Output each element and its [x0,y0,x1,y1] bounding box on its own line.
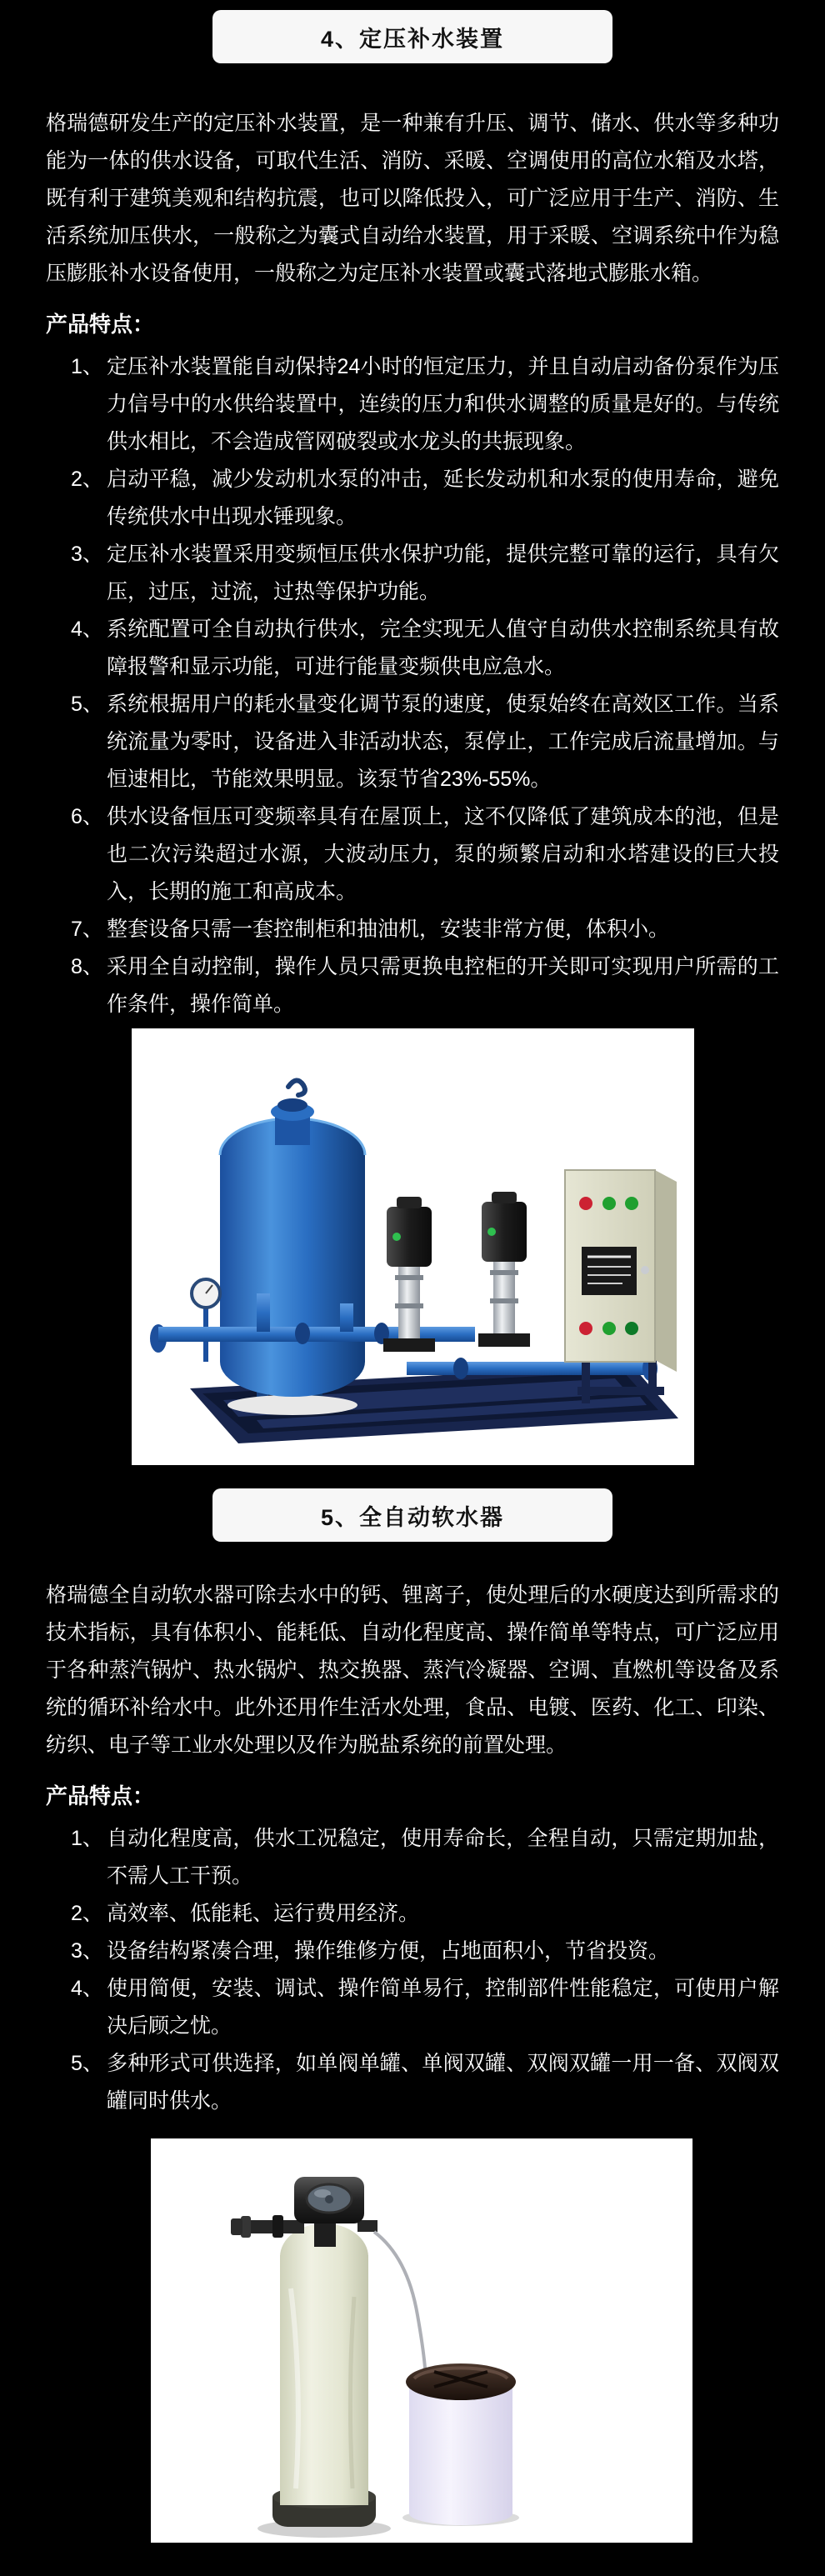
feature-number: 2、 [71,1902,103,1925]
pressure-water-device-illustration [132,1028,694,1465]
feature-text: 设备结构紧凑合理，操作维修方便，占地面积小，节省投资。 [107,1939,670,1963]
feature-text: 供水设备恒压可变频率具有在屋顶上，这不仅降低了建筑成本的池，但是也二次污染超过水源，大波动压力，泵的频繁启动和水塔建设的巨大投入，长期的施工和高成本。 [107,805,779,903]
feature-item [46,686,779,798]
feature-text: 整套设备只需一套控制柜和抽油机，安装非常方便，体积小。 [107,918,670,941]
feature-number: 4、 [71,1977,103,2000]
feature-item [46,348,779,461]
feature-item [46,1895,779,1933]
feature-number: 1、 [71,355,103,378]
feature-item [46,461,779,536]
section4-header-title: 4、定压补水装置 [320,26,505,52]
feature-item [46,2045,779,2120]
feature-item [46,798,779,911]
feature-text: 定压补水装置能自动保持24小时的恒定压力，并且自动启动备份泵作为压力信号中的水供给装置中，连续的压力和供水调整的质量是好的。与传统供水相比，不会造成管网破裂或水龙头的共振现象。 [107,355,779,453]
feature-number: 8、 [71,955,103,978]
pressure-water-device-photo [132,1028,694,1465]
section5-features-label: 产品特点： [46,1783,155,1808]
feature-item [46,1933,779,1970]
feature-text: 自动化程度高，供水工况稳定，使用寿命长，全程自动，只需定期加盐，不需人工干预。 [107,1827,779,1888]
feature-item [46,536,779,611]
feature-text: 多种形式可供选择，如单阀单罐、单阀双罐、双阀双罐一用一备、双阀双罐同时供水。 [107,2052,779,2113]
feature-text: 启动平稳，减少发动机水泵的冲击，延长发动机和水泵的使用寿命，避免传统供水中出现水锤现象。 [107,468,779,528]
feature-text: 采用全自动控制，操作人员只需更换电控柜的开关即可实现用户所需的工作条件，操作简单。 [107,955,779,1016]
section5-header-title: 5、全自动软水器 [320,1504,505,1530]
feature-text: 高效率、低能耗、运行费用经济。 [107,1902,420,1925]
water-softener-photo [151,2138,692,2543]
feature-number: 2、 [71,468,103,491]
section5-header-box [212,1488,612,1542]
water-softener-illustration [151,2138,692,2543]
section4-header-box [212,10,612,63]
feature-item [46,611,779,686]
section5-features-list [46,1820,779,2120]
section4-intro-paragraph: 格瑞德研发生产的定压补水装置，是一种兼有升压、调节、储水、供水等多种功能为一体的供水设备，可取代生活、消防、采暖、空调使用的高位水箱及水塔，既有利于建筑美观和结构抗震，也可以降低投入，可广泛应用于生产、消防、生活系统加压供水，一般称之为囊式自动给水装置，用于采暖、空调系统中作为稳压膨胀补水设备使用，一般称之为定压补水装置或囊式落地式膨胀水箱。 [46,112,779,285]
softener-resin-tank [272,2223,376,2527]
feature-item [46,1970,779,2045]
feature-text: 使用简便，安装、调试、操作简单易行，控制部件性能稳定，可使用户解决后顾之忧。 [107,1977,779,2038]
feature-number: 3、 [71,543,103,566]
feature-text: 定压补水装置采用变频恒压供水保护功能，提供完整可靠的运行，具有欠压，过压，过流，过热等保护功能。 [107,543,779,603]
feature-number: 5、 [71,2052,103,2075]
feature-item [46,948,779,1023]
feature-number: 6、 [71,805,103,828]
feature-text: 系统根据用户的耗水量变化调节泵的速度，使泵始终在高效区工作。当系统流量为零时，设备进入非活动状态，泵停止，工作完成后流量增加。与恒速相比，节能效果明显。该泵节省23%-55%。 [107,693,779,791]
section4-features-list [46,348,779,1023]
feature-number: 4、 [71,618,103,641]
feature-item [46,1820,779,1895]
blue-pressure-tank [220,1080,365,1415]
feature-text: 系统配置可全自动执行供水，完全实现无人值守自动供水控制系统具有故障报警和显示功能，可进行能量变频供电应急水。 [107,618,779,678]
feature-number: 7、 [71,918,103,941]
section5-intro-paragraph: 格瑞德全自动软水器可除去水中的钙、锂离子，使处理后的水硬度达到所需求的技术指标，具有体积小、能耗低、自动化程度高、操作简单等特点，可广泛应用于各种蒸汽锅炉、热水锅炉、热交换器、蒸汽冷凝器、空调、直燃机等设备及系统的循环补给水中。此外还用作生活水处理，食品、电镀、医药、化工、印染、纺织、电子等工业水处理以及作为脱盐系统的前置处理。 [46,1583,779,1757]
feature-item [46,911,779,948]
feature-number: 3、 [71,1939,103,1963]
feature-number: 1、 [71,1827,103,1850]
section4-features-label: 产品特点： [46,312,155,337]
feature-number: 5、 [71,693,103,716]
